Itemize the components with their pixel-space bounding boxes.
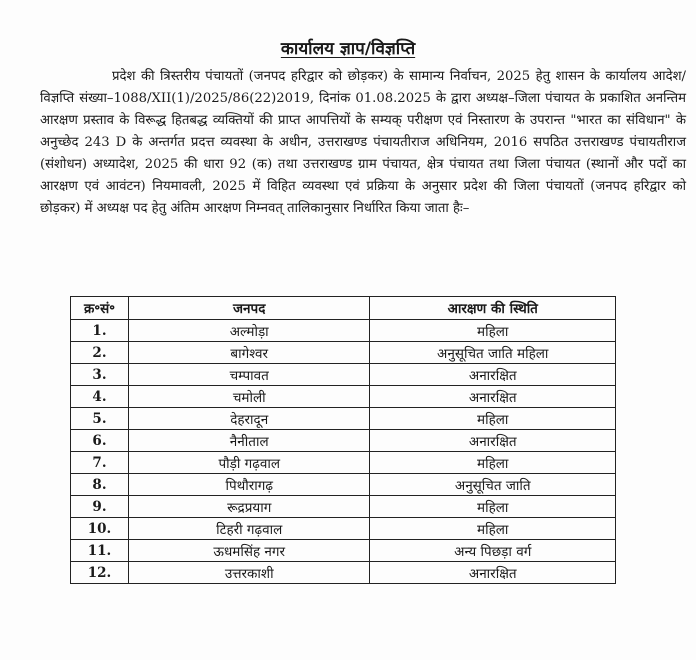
reservation-cell: अनुसूचित जाति bbox=[370, 474, 616, 496]
serial-cell: 6. bbox=[71, 430, 129, 452]
reservation-cell: महिला bbox=[370, 518, 616, 540]
reservation-cell: अनारक्षित bbox=[370, 562, 616, 584]
district-cell: अल्मोड़ा bbox=[128, 320, 370, 342]
table-row bbox=[71, 320, 616, 342]
district-cell: बागेश्वर bbox=[128, 342, 370, 364]
table-header-row bbox=[71, 297, 616, 320]
table-row bbox=[71, 386, 616, 408]
serial-cell: 1. bbox=[71, 320, 129, 342]
district-cell: पौड़ी गढ़वाल bbox=[128, 452, 370, 474]
district-cell: चम्पावत bbox=[128, 364, 370, 386]
serial-cell: 7. bbox=[71, 452, 129, 474]
header-district: जनपद bbox=[128, 297, 370, 320]
table-row bbox=[71, 408, 616, 430]
table-row bbox=[71, 540, 616, 562]
reservation-cell: अनुसूचित जाति महिला bbox=[370, 342, 616, 364]
district-cell: रूद्रप्रयाग bbox=[128, 496, 370, 518]
district-cell: ऊधमसिंह नगर bbox=[128, 540, 370, 562]
table-body bbox=[71, 320, 616, 584]
district-cell: नैनीताल bbox=[128, 430, 370, 452]
table-row bbox=[71, 562, 616, 584]
reservation-cell: महिला bbox=[370, 408, 616, 430]
serial-cell: 12. bbox=[71, 562, 129, 584]
table-row bbox=[71, 430, 616, 452]
table-row bbox=[71, 452, 616, 474]
district-cell: टिहरी गढ़वाल bbox=[128, 518, 370, 540]
table-row bbox=[71, 474, 616, 496]
district-cell: देहरादून bbox=[128, 408, 370, 430]
serial-cell: 2. bbox=[71, 342, 129, 364]
reservation-cell: अनारक्षित bbox=[370, 364, 616, 386]
body-paragraph: प्रदेश की त्रिस्तरीय पंचायतों (जनपद हरिद्वार को छोड़कर) के सामान्य निर्वाचन, 2025 हेतु शासन के कार्यालय आदेश/विज्ञप्ति संख्या–1088/XII(1)/2025/86(22)2019, दिनांक 01.08.2025 के द्वारा अध्यक्ष–जिला पंचायत के प्रकाशित अनन्तिम आरक्षण प्रस्ताव के विरूद्ध हितबद्ध व्यक्तियों की प्राप्त आपत्तियों के सम्यक् परीक्षण एवं निस्तारण के उपरान्त "भारत का संविधान" के अनुच्छेद 243 D के अन्तर्गत प्रदत्त व्यवस्था के अधीन, उत्तराखण्ड पंचायतीराज अधिनियम, 2016 सपठित उत्तराखण्ड पंचायतीराज (संशोधन) अध्यादेश, 2025 की धारा 92 (क) तथा उत्तराखण्ड ग्राम पंचायत, क्षेत्र पंचायत तथा जिला पंचायत (स्थानों और पदों का आरक्षण एवं आवंटन) नियमावली, 2025 में विहित व्यवस्था एवं प्रक्रिया के अनुसार प्रदेश की जिला पंचायतों (जनपद हरिद्वार को छोड़कर) में अध्यक्ष पद हेतु अंतिम आरक्षण निम्नवत् तालिकानुसार निर्धारित किया जाता हैः– bbox=[40, 69, 686, 216]
reservation-cell: अनारक्षित bbox=[370, 430, 616, 452]
reservation-cell: अनारक्षित bbox=[370, 386, 616, 408]
table-row bbox=[71, 364, 616, 386]
table-row bbox=[71, 342, 616, 364]
reservation-cell: महिला bbox=[370, 320, 616, 342]
serial-cell: 8. bbox=[71, 474, 129, 496]
document-heading bbox=[0, 36, 696, 59]
serial-cell: 9. bbox=[71, 496, 129, 518]
serial-cell: 10. bbox=[71, 518, 129, 540]
header-serial: क्र॰सं॰ bbox=[71, 297, 129, 320]
reservation-cell: महिला bbox=[370, 496, 616, 518]
district-cell: उत्तरकाशी bbox=[128, 562, 370, 584]
table-row bbox=[71, 496, 616, 518]
serial-cell: 4. bbox=[71, 386, 129, 408]
header-reservation: आरक्षण की स्थिति bbox=[370, 297, 616, 320]
serial-cell: 3. bbox=[71, 364, 129, 386]
serial-cell: 5. bbox=[71, 408, 129, 430]
reservation-table bbox=[70, 296, 616, 584]
district-cell: चमोली bbox=[128, 386, 370, 408]
table-row bbox=[71, 518, 616, 540]
reservation-cell: अन्य पिछड़ा वर्ग bbox=[370, 540, 616, 562]
district-cell: पिथौरागढ़ bbox=[128, 474, 370, 496]
reservation-cell: महिला bbox=[370, 452, 616, 474]
serial-cell: 11. bbox=[71, 540, 129, 562]
heading-text: कार्यालय ज्ञाप/विज्ञप्ति bbox=[280, 39, 416, 59]
